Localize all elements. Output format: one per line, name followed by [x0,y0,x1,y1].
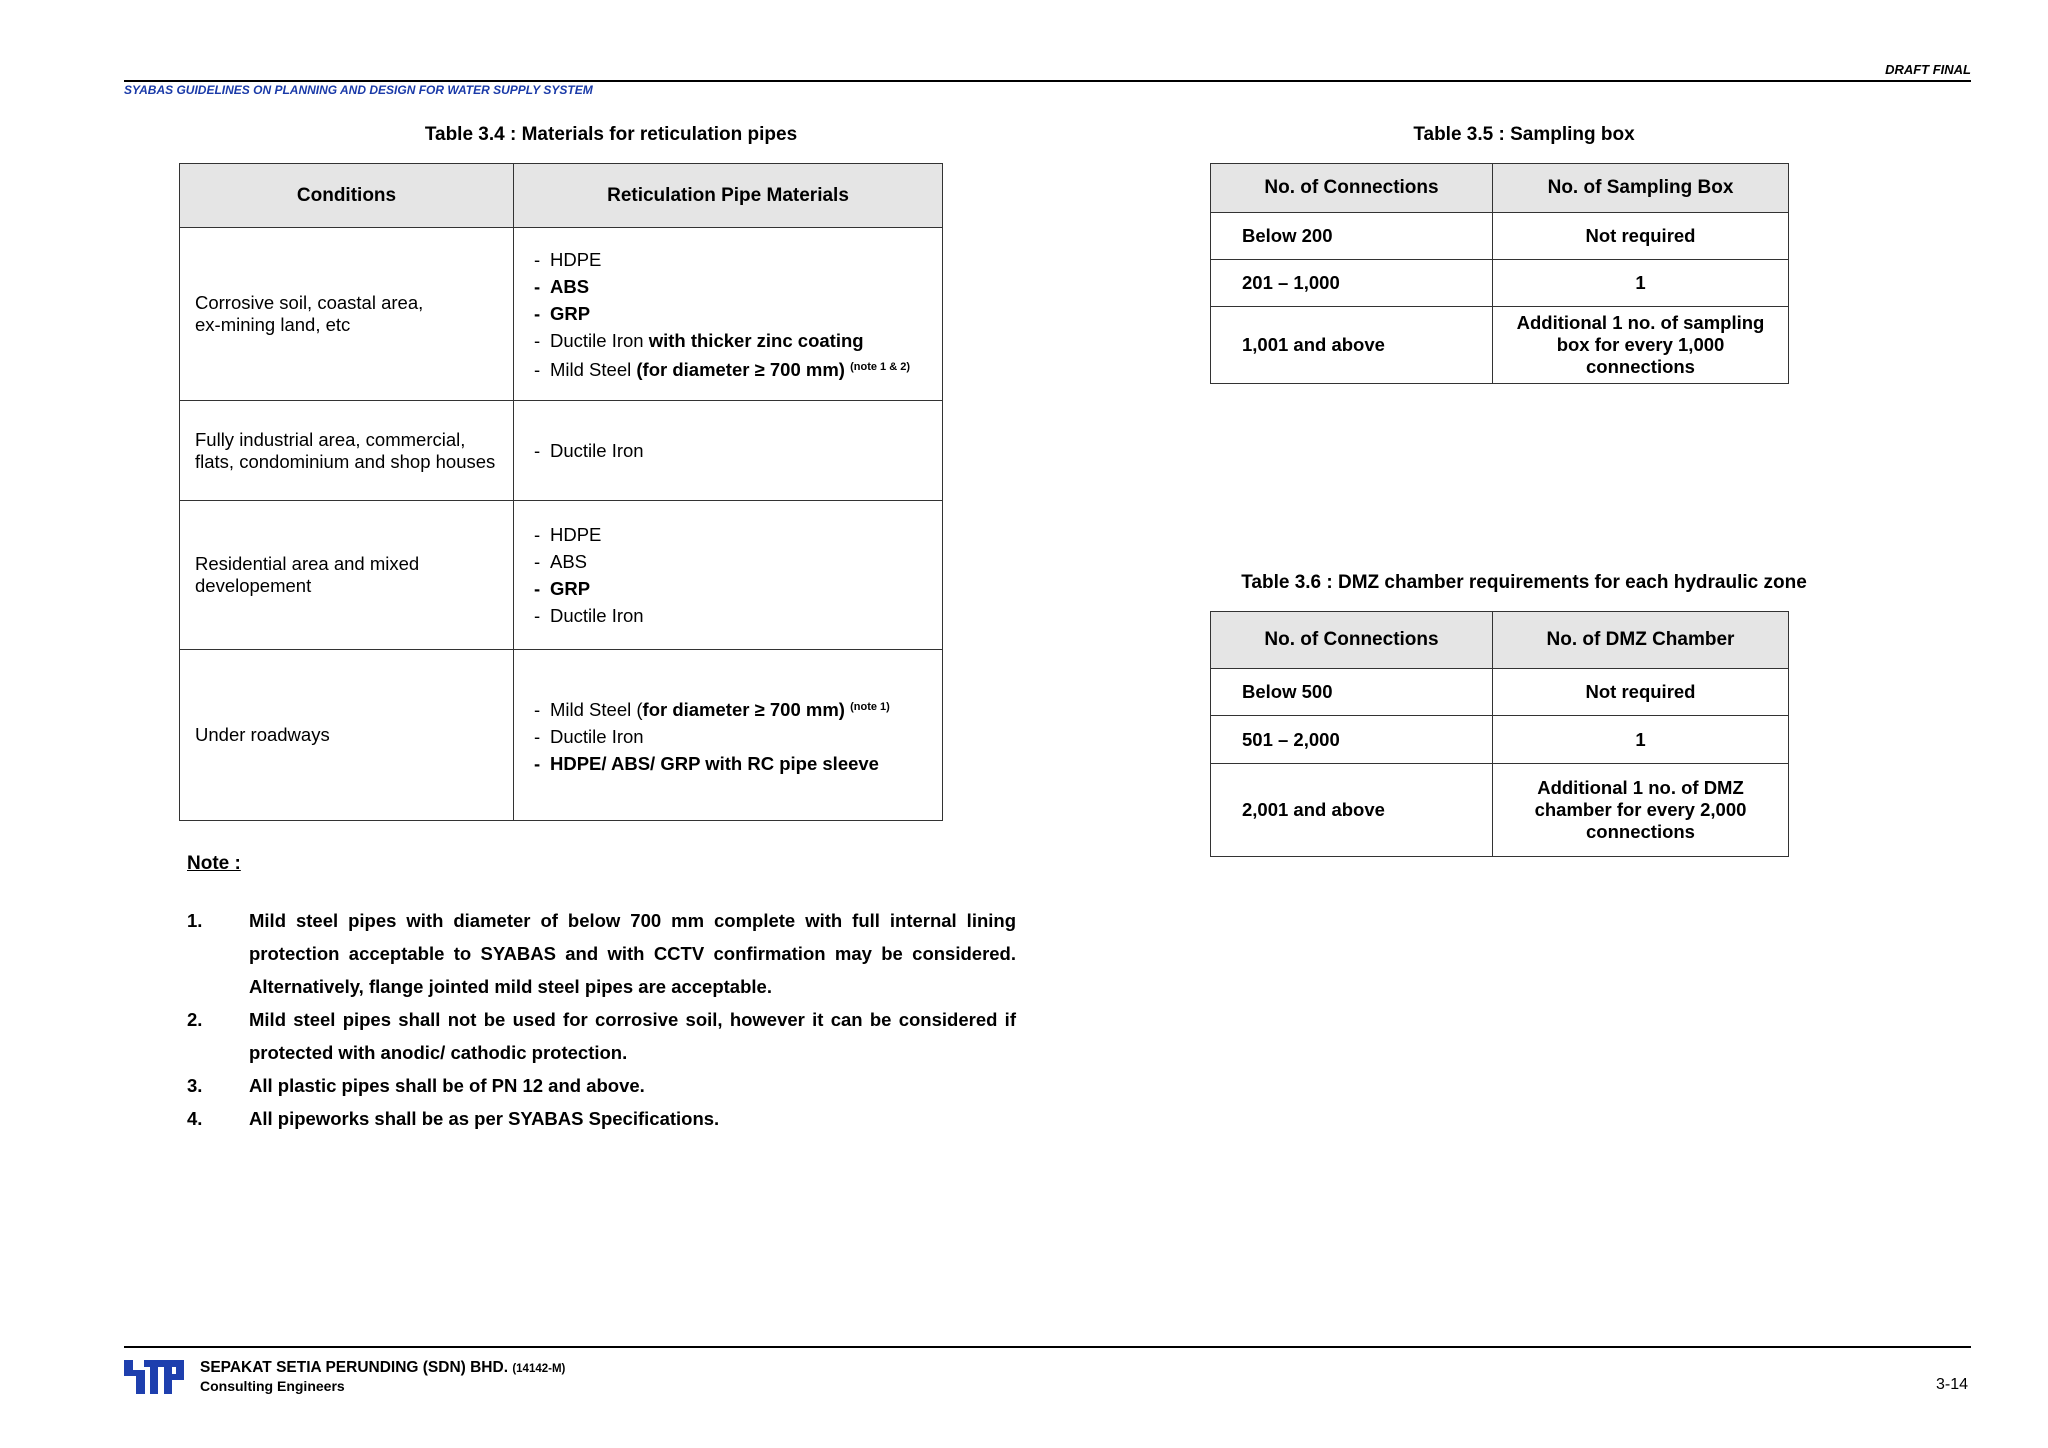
material-item: - Ductile Iron [534,605,644,626]
column-header-connections: No. of Connections [1211,164,1493,213]
material-item: - HDPE [534,248,602,270]
connections-cell: 2,001 and above [1211,764,1493,857]
draft-final-label: DRAFT FINAL [1885,62,1971,77]
table-row [1211,213,1789,260]
note-heading: Note : [187,853,241,874]
page-number: 3-14 [1935,1376,1968,1393]
material-item: - GRP [534,578,591,599]
requirement-cell: 1 [1493,716,1789,764]
column-header-materials: Reticulation Pipe Materials [514,164,943,228]
materials-cell [514,401,943,501]
material-item: - ABS [534,551,588,572]
table-row [180,501,943,650]
table-row [1211,669,1789,716]
company-name: SEPAKAT SETIA PERUNDING (SDN) BHD. (14142-M) [200,1359,566,1376]
table-row [1211,260,1789,307]
connections-cell: Below 200 [1211,213,1493,260]
condition-cell [180,501,514,650]
note-item: 2. Mild steel pipes shall not be used for corrosive soil, however it can be considered if protected with anodic/ cathodic protection. [187,1009,1016,1063]
header-rule [124,80,1971,82]
connections-cell: 1,001 and above [1211,307,1493,384]
condition-line: Corrosive soil, coastal area, [195,292,424,313]
condition-line: Under roadways [195,724,330,745]
table-row [1211,307,1789,384]
requirement-cell: Additional 1 no. of sampling box for every 1,000 connections [1493,307,1789,384]
connections-cell: 201 – 1,000 [1211,260,1493,307]
table-3-4-title: Table 3.4 : Materials for reticulation pipes [424,124,798,145]
document-series-title: SYABAS GUIDELINES ON PLANNING AND DESIGN FOR WATER SUPPLY SYSTEM [124,83,593,97]
materials-table [179,163,943,821]
requirement-cell: 1 [1493,260,1789,307]
table-row [1211,764,1789,857]
notes-list [187,904,1016,1135]
note-item: 3. All plastic pipes shall be of PN 12 and above. [187,1075,645,1096]
note-item: 4. All pipeworks shall be as per SYABAS Specifications. [187,1108,720,1129]
note-reference: (note 1) [850,700,890,713]
condition-line: Fully industrial area, commercial, [195,428,466,450]
material-item: - Ductile Iron [534,725,644,747]
table-row [1211,716,1789,764]
company-logo [124,1360,184,1394]
condition-line: Residential area and mixed [195,553,420,574]
table-3-5-title: Table 3.5 : Sampling box [1413,124,1635,145]
dmz-chamber-table [1210,611,1789,857]
table-3-6-title: Table 3.6 : DMZ chamber requirements for each hydraulic zone [1241,572,1807,593]
material-item: - Ductile Iron with thicker zinc coating [534,329,864,351]
condition-cell [180,650,514,821]
material-item: - Ductile Iron [534,440,644,461]
materials-cell [514,228,943,401]
requirement-cell: Additional 1 no. of DMZ chamber for every 2,000 connections [1493,764,1789,857]
materials-cell [514,650,943,821]
footer-rule [124,1346,1971,1348]
material-item: - HDPE [534,524,602,545]
material-item: - Mild Steel (for diameter ≥ 700 mm) $^{(note 1)}$ [534,698,890,720]
condition-cell [180,401,514,501]
table-row [180,228,943,401]
note-item: 1. Mild steel pipes with diameter of below 700 mm complete with full internal lining protection acceptable to SYABAS and with CCTV confirmation may be considered. Alternatively, flange jointed mild steel pipes are acceptable. [187,910,1016,997]
material-item: - HDPE/ ABS/ GRP with RC pipe sleeve [534,752,879,774]
company-registration: (14142-M) [512,1363,566,1375]
material-item: - GRP [534,302,591,324]
materials-cell [514,501,943,650]
requirement-cell: Not required [1493,669,1789,716]
table-row [180,650,943,821]
column-header-connections: No. of Connections [1211,612,1493,669]
sampling-box-table [1210,163,1789,384]
table-row [180,401,943,501]
material-item: - ABS [534,275,590,297]
connections-cell: Below 500 [1211,669,1493,716]
column-header-sampling-box: No. of Sampling Box [1493,164,1789,213]
condition-cell [180,228,514,401]
condition-line: ex-mining land, etc [195,314,351,335]
requirement-cell: Not required [1493,213,1789,260]
column-header-dmz-chamber: No. of DMZ Chamber [1493,612,1789,669]
condition-line: developement [195,575,312,596]
connections-cell: 501 – 2,000 [1211,716,1493,764]
note-reference: (note 1 & 2) [850,360,910,373]
company-subtitle: Consulting Engineers [200,1378,345,1394]
material-item: - Mild Steel (for diameter ≥ 700 mm) $^{(note 1 \& 2)}$ [534,358,910,380]
condition-line: flats, condominium and shop houses [195,450,496,472]
column-header-conditions: Conditions [180,164,514,228]
